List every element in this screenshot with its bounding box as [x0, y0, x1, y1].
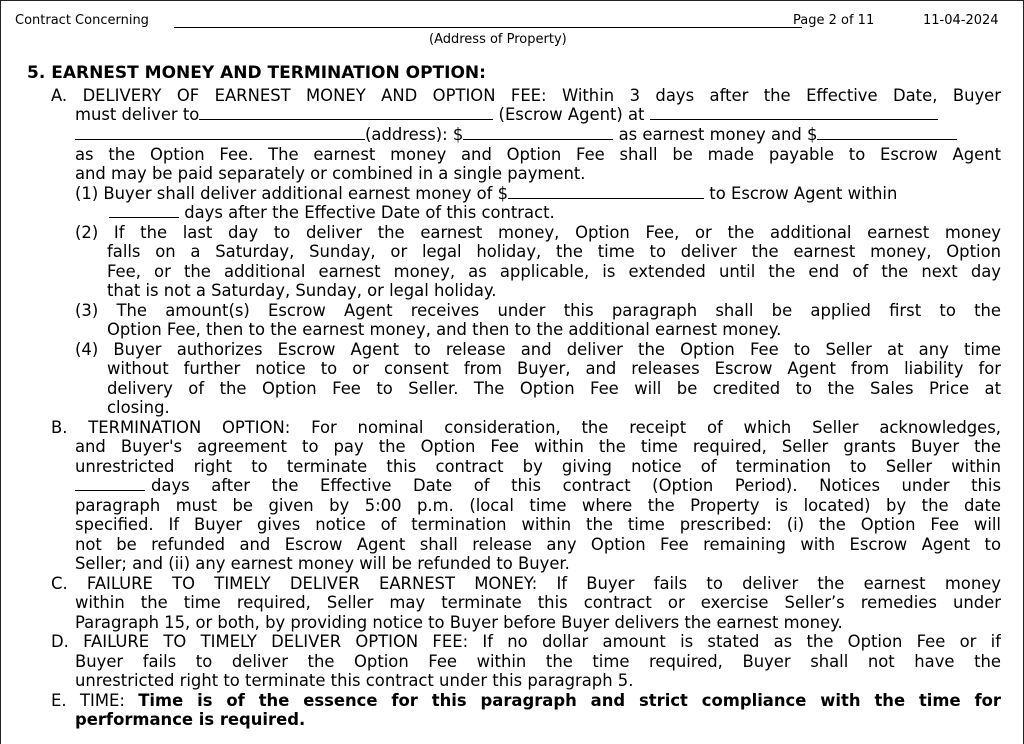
para-d-line-2: Buyer fails to deliver the Option Fee within the time required, Buyer shall not have the [75, 652, 1001, 671]
additional-days-blank[interactable] [109, 203, 179, 218]
para-a4-line-3: delivery of the Option Fee to Seller. The Option Fee will be credited to the Sales Price at [107, 379, 1001, 398]
option-days-blank[interactable] [75, 476, 145, 491]
para-b-line-6: specified. If Buyer gives notice of termination within the time prescribed: (i) the Option Fee will [75, 515, 1001, 534]
additional-earnest-money-blank[interactable] [508, 184, 704, 199]
address-blank[interactable] [75, 125, 365, 140]
option-fee-blank[interactable] [817, 125, 957, 140]
para-c-line-3: Paragraph 15, or both, by providing notice to Buyer before Buyer delivers the earnest money. [75, 613, 843, 632]
para-e-line-2: performance is required. [75, 710, 306, 729]
para-a1-line-2: days after the Effective Date of this contract. [109, 203, 555, 223]
para-a3-line-2: Option Fee, then to the earnest money, and then to the additional earnest money. [107, 320, 782, 339]
escrow-agent-address-blank[interactable] [650, 105, 938, 120]
para-b-line-4: days after the Effective Date of this contract (Option Period). Notices under this [151, 476, 1001, 495]
para-a-line-3: (address): $ as earnest money and $ [75, 125, 957, 145]
para-e-line-1: E. TIME: Time is of the essence for this paragraph and strict compliance with the time for [51, 691, 1001, 710]
option-days-blank-wrap [75, 476, 145, 496]
para-a-line-4: as the Option Fee. The earnest money and Option Fee shall be made payable to Escrow Agent [75, 145, 1001, 164]
para-a2-line-1: (2) If the last day to deliver the earnest money, Option Fee, or the additional earnest money [75, 223, 1001, 242]
para-a-line-2: must deliver to (Escrow Agent) at [75, 105, 938, 125]
para-a1-line-1: (1) Buyer shall deliver additional earnest money of $ to Escrow Agent within [75, 184, 898, 203]
para-c-line-1: C. FAILURE TO TIMELY DELIVER EARNEST MONEY: If Buyer fails to deliver the earnest money [51, 574, 1001, 593]
section-heading: 5. EARNEST MONEY AND TERMINATION OPTION: [27, 63, 486, 83]
contract-concerning-label: Contract Concerning [15, 13, 149, 28]
para-a2-line-4: that is not a Saturday, Sunday, or legal holiday. [107, 281, 497, 300]
property-address-blank[interactable] [174, 27, 802, 28]
para-a-line-5: and may be paid separately or combined in a single payment. [75, 164, 586, 183]
para-b-line-2: and Buyer's agreement to pay the Option Fee within the time required, Seller grants Buyer the [75, 437, 1001, 456]
para-b-line-3: unrestricted right to terminate this contract by giving notice of termination to Seller within [75, 457, 1001, 476]
para-a4-line-4: closing. [107, 398, 170, 417]
page-header [15, 13, 1013, 33]
address-caption: (Address of Property) [429, 32, 567, 47]
para-b-line-8: Seller; and (ii) any earnest money will be refunded to Buyer. [75, 554, 570, 573]
para-b-line-7: not be refunded and Escrow Agent shall release any Option Fee remaining with Escrow Agent to [75, 535, 1001, 554]
para-d-line-1: D. FAILURE TO TIMELY DELIVER OPTION FEE: If no dollar amount is stated as the Option Fee or if [51, 632, 1001, 651]
para-a-line-1: A. DELIVERY OF EARNEST MONEY AND OPTION FEE: Within 3 days after the Effective Date, Buyer [51, 86, 1001, 105]
para-a2-line-3: Fee, or the additional earnest money, as applicable, is extended until the end of the next day [107, 262, 1001, 281]
escrow-agent-blank[interactable] [199, 105, 493, 120]
para-a2-line-2: falls on a Saturday, Sunday, or legal holiday, the time to deliver the earnest money, Option [107, 242, 1001, 261]
para-d-line-3: unrestricted right to terminate this contract under this paragraph 5. [75, 671, 634, 690]
form-date: 11-04-2024 [923, 13, 999, 28]
para-b-line-5: paragraph must be given by 5:00 p.m. (local time where the Property is located) by the date [75, 496, 1001, 515]
para-a4-line-1: (4) Buyer authorizes Escrow Agent to release and deliver the Option Fee to Seller at any time [75, 340, 1001, 359]
para-c-line-2: within the time required, Seller may terminate this contract or exercise Seller’s remedies under [75, 593, 1001, 612]
page-number: Page 2 of 11 [793, 13, 875, 28]
para-b-line-1: B. TERMINATION OPTION: For nominal consideration, the receipt of which Seller acknowledges, [51, 418, 1001, 437]
earnest-money-blank[interactable] [463, 125, 613, 140]
para-a4-line-2: without further notice to or consent from Buyer, and releases Escrow Agent from liability for [107, 359, 1001, 378]
para-a3-line-1: (3) The amount(s) Escrow Agent receives under this paragraph shall be applied first to the [75, 301, 1001, 320]
